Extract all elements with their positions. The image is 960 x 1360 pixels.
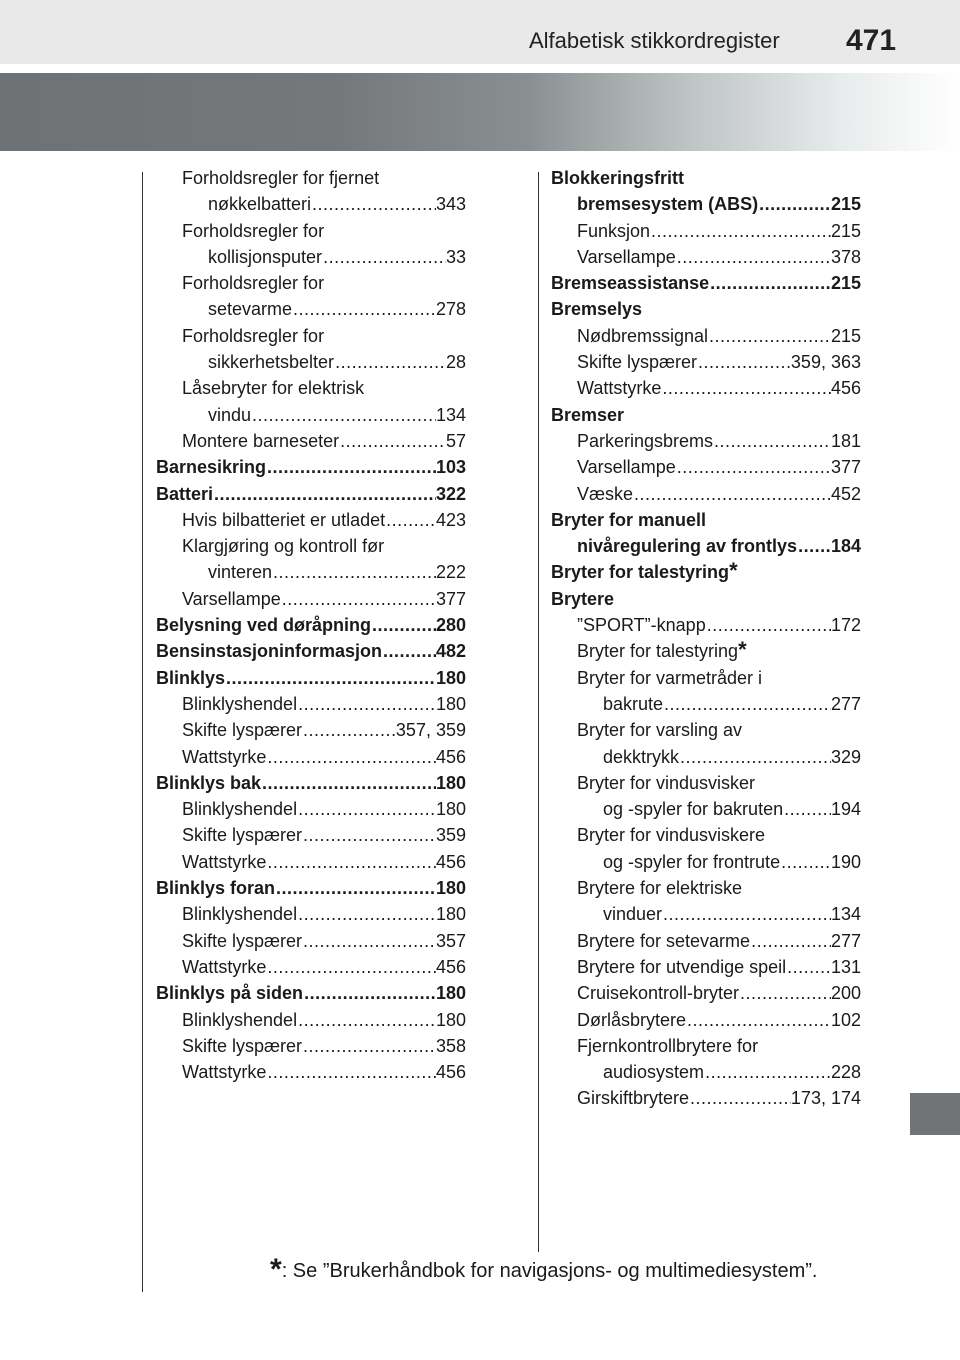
index-entry-page: 180 (435, 799, 466, 820)
index-entry-text: bakrute (603, 693, 664, 714)
index-entry-text: Bryter for vindusviskere (577, 825, 766, 846)
dot-leader (297, 799, 436, 820)
index-entry (551, 825, 861, 878)
header-title: Alfabetisk stikkordregister (529, 28, 780, 53)
index-entry (551, 720, 861, 773)
index-entry-text: Montere barneseter (182, 430, 340, 451)
section-tab (910, 1093, 960, 1135)
index-entry-text: kollisjonsputer (208, 246, 323, 267)
dot-leader (739, 983, 831, 1004)
index-entry-text: Blinklys på siden (156, 983, 304, 1004)
index-entry-page: 357 (435, 930, 466, 951)
index-entry-text: bremsesystem (ABS) (577, 194, 759, 215)
index-entry-text: Cruisekontroll-bryter (577, 983, 740, 1004)
index-entry-text: nivåregulering av frontlys (577, 536, 798, 557)
index-entry-text: Wattstyrke (182, 851, 267, 872)
dot-leader (758, 194, 831, 215)
index-entry (551, 326, 861, 352)
index-entry-page: 190 (830, 851, 861, 872)
index-entry-page: 180 (435, 878, 466, 899)
index-entry-page: 181 (830, 430, 861, 451)
dot-leader (302, 825, 436, 846)
index-entry-text: ”SPORT”-knapp (577, 615, 706, 636)
index-entry (156, 378, 466, 431)
index-entry-page: 452 (830, 483, 861, 504)
dot-leader (797, 536, 831, 557)
index-entry (551, 273, 861, 299)
dot-leader (697, 352, 791, 373)
index-entry-page: 378 (830, 246, 861, 267)
left-margin-rule (142, 172, 143, 1292)
index-entry-text: Varsellampe (577, 246, 676, 267)
dot-leader (663, 694, 831, 715)
index-entry-text: Blinklyshendel (182, 904, 298, 925)
index-entry (551, 510, 861, 563)
index-entry-page: 456 (435, 746, 466, 767)
index-entry (156, 484, 466, 510)
index-entry-text: Parkeringsbrems (577, 430, 714, 451)
index-entry-page: 173, 174 (790, 1088, 861, 1109)
index-entry (551, 247, 861, 273)
index-entry-text: Bremser (551, 404, 625, 425)
index-entry (156, 852, 466, 878)
dot-leader (385, 510, 436, 531)
index-entry (156, 1062, 466, 1088)
index-entry-page: 180 (435, 772, 466, 793)
index-entry-page: 180 (435, 983, 466, 1004)
index-entry (156, 641, 466, 667)
index-entry-page: 194 (830, 799, 861, 820)
dot-leader (661, 378, 831, 399)
index-entry (551, 931, 861, 957)
index-entry-text: Bryter for varsling av (577, 720, 743, 741)
dot-leader (334, 352, 446, 373)
index-column-left (156, 168, 466, 1088)
index-entry-text: Brytere for utvendige speil (577, 956, 787, 977)
index-entry-text: Bryter for manuell (551, 509, 707, 530)
index-entry-text: Forholdsregler for (182, 220, 325, 241)
index-entry (156, 431, 466, 457)
dot-leader (322, 247, 446, 268)
dot-leader (633, 484, 831, 505)
index-entry (551, 1010, 861, 1036)
index-entry-page: 103 (435, 457, 466, 478)
index-entry (156, 773, 466, 799)
index-entry-page: 134 (435, 404, 466, 425)
dot-leader (689, 1088, 791, 1109)
dot-leader (339, 431, 446, 452)
index-entry (551, 957, 861, 983)
index-entry (156, 747, 466, 773)
index-entry (551, 773, 861, 826)
index-entry-text: Wattstyrke (577, 378, 662, 399)
index-entry-page: 377 (830, 457, 861, 478)
index-entry (551, 378, 861, 404)
index-entry-page: 278 (435, 299, 466, 320)
index-entry-text: Bremselys (551, 299, 643, 320)
index-entry-text: Forholdsregler for (182, 325, 325, 346)
index-entry-text: Blinklyshendel (182, 1009, 298, 1030)
index-entry (156, 168, 466, 221)
index-entry-page: 215 (830, 325, 861, 346)
dot-leader (266, 957, 436, 978)
index-entry-page: 359, 363 (790, 352, 861, 373)
index-column-right (551, 168, 861, 1115)
index-entry (156, 694, 466, 720)
footnote-star: * (270, 1253, 282, 1286)
index-entry-page: 359 (435, 825, 466, 846)
index-entry (551, 983, 861, 1009)
dot-leader (676, 457, 831, 478)
index-entry-page: 215 (830, 194, 861, 215)
index-entry (156, 825, 466, 851)
index-entry (156, 983, 466, 1009)
index-entry-page: 423 (435, 509, 466, 530)
index-entry-text: Wattstyrke (182, 956, 267, 977)
index-entry-text: Skifte lyspærer (182, 930, 303, 951)
index-entry-text: Blinklys (156, 667, 226, 688)
dot-leader (311, 194, 436, 215)
index-entry-page: 134 (830, 904, 861, 925)
dot-leader (662, 904, 831, 925)
index-entry-text: vindu (208, 404, 252, 425)
dot-leader (302, 720, 396, 741)
index-entry (156, 904, 466, 930)
index-entry (551, 352, 861, 378)
index-entry (551, 484, 861, 510)
index-entry-text: Bryter for talestyring (577, 641, 739, 662)
index-entry-text: Skifte lyspærer (577, 352, 698, 373)
dot-leader (297, 1010, 436, 1031)
index-entry-text: Blinklys bak (156, 772, 262, 793)
index-entry-page: 222 (435, 562, 466, 583)
index-entry-text: og -spyler for bakruten (603, 799, 784, 820)
index-entry (156, 221, 466, 274)
index-entry-page: 280 (435, 615, 466, 636)
index-entry-text: Girskiftbrytere (577, 1088, 690, 1109)
index-entry-page: 180 (435, 904, 466, 925)
index-entry-text: Skifte lyspærer (182, 825, 303, 846)
index-entry-page: 180 (435, 693, 466, 714)
index-entry-text: Hvis bilbatteriet er utladet (182, 509, 386, 530)
dot-leader (302, 1036, 436, 1057)
index-entry-page: 180 (435, 1009, 466, 1030)
index-entry-page: 343 (435, 194, 466, 215)
index-entry (156, 536, 466, 589)
index-entry-page: 57 (445, 430, 466, 451)
index-entry-text: Wattstyrke (182, 746, 267, 767)
index-entry-text: Brytere for setevarme (577, 930, 751, 951)
index-entry (156, 720, 466, 746)
dot-leader (302, 931, 436, 952)
index-entry (156, 957, 466, 983)
index-entry (156, 457, 466, 483)
index-entry-text: Forholdsregler for (182, 273, 325, 294)
index-entry-text: Bryter for talestyring (551, 562, 730, 583)
index-entry-page: 184 (830, 536, 861, 557)
index-entry-text: Dørlåsbrytere (577, 1009, 687, 1030)
dot-leader (686, 1010, 831, 1031)
dot-leader (303, 983, 436, 1004)
footnote-text: : Se ”Brukerhåndbok for navigasjons- og multimediesystem”. (281, 1260, 818, 1282)
index-entry (551, 168, 861, 221)
dot-leader (266, 747, 436, 768)
index-entry-text: audiosystem (603, 1062, 705, 1083)
index-entry-page: 456 (435, 956, 466, 977)
index-entry (156, 589, 466, 615)
index-entry-text: Blokkeringsfritt (551, 168, 685, 188)
dot-leader (272, 562, 436, 583)
dot-leader (676, 247, 831, 268)
footnote (270, 1253, 817, 1287)
index-entry-page: 322 (435, 483, 466, 504)
dot-leader (786, 957, 831, 978)
dot-leader (783, 799, 831, 820)
index-entry (551, 615, 861, 641)
dot-leader (713, 431, 831, 452)
index-entry-text: Batteri (156, 483, 214, 504)
index-entry-text: Brytere (551, 588, 615, 609)
index-entry (156, 668, 466, 694)
index-entry (156, 878, 466, 904)
index-entry-text: Bryter for varmetråder i (577, 667, 763, 688)
index-entry-page: 102 (830, 1009, 861, 1030)
index-entry-text: Funksjon (577, 220, 651, 241)
index-entry (156, 273, 466, 326)
index-entry-text: Skifte lyspærer (182, 720, 303, 741)
index-entry (551, 431, 861, 457)
index-entry-text: Wattstyrke (182, 1062, 267, 1083)
dot-leader (213, 484, 436, 505)
index-entry (551, 299, 861, 325)
index-entry (551, 589, 861, 615)
index-entry-page: 456 (435, 851, 466, 872)
index-entry-page: 172 (830, 615, 861, 636)
index-entry (156, 326, 466, 379)
index-entry (551, 405, 861, 431)
dot-leader (750, 931, 831, 952)
index-entry-page: 357, 359 (395, 720, 466, 741)
index-entry (551, 1088, 861, 1114)
index-entry-page: 28 (445, 352, 466, 373)
index-entry (156, 1036, 466, 1062)
dot-leader (261, 773, 436, 794)
dot-leader (679, 747, 831, 768)
header-bar (0, 0, 960, 64)
index-entry (156, 931, 466, 957)
index-entry-text: Bryter for vindusvisker (577, 772, 756, 793)
dot-leader (225, 668, 436, 689)
index-entry: Bryter for talestyring * (551, 562, 738, 584)
index-entry-page: 200 (830, 983, 861, 1004)
index-entry-page: 131 (830, 956, 861, 977)
index-entry-text: Blinklys foran (156, 878, 276, 899)
index-entry-text: vinteren (208, 562, 273, 583)
index-entry-text: Bremseassistanse (551, 273, 710, 294)
index-entry-text: Forholdsregler for fjernet (182, 168, 380, 188)
index-entry-page: 215 (830, 220, 861, 241)
index-entry-text: Væske (577, 483, 634, 504)
index-entry-page: 482 (435, 641, 466, 662)
dot-leader (292, 299, 436, 320)
index-entry-text: og -spyler for frontrute (603, 851, 781, 872)
dot-leader (297, 904, 436, 925)
dot-leader (251, 405, 436, 426)
dot-leader (266, 852, 436, 873)
index-entry-page: 277 (830, 693, 861, 714)
dot-leader (382, 641, 436, 662)
index-entry-text: Varsellampe (577, 457, 676, 478)
index-entry-text: Nødbremssignal (577, 325, 709, 346)
index-entry-text: Fjernkontrollbrytere for (577, 1035, 759, 1056)
dot-leader (275, 878, 436, 899)
index-entry-text: Blinklyshendel (182, 693, 298, 714)
index-entry-text: vinduer (603, 904, 663, 925)
dot-leader (708, 326, 831, 347)
index-entry-text: Låsebryter for elektrisk (182, 378, 365, 399)
index-entry-page: 215 (830, 273, 861, 294)
index-entry-text: Blinklyshendel (182, 799, 298, 820)
index-entry-text: setevarme (208, 299, 293, 320)
index-entry-text: Skifte lyspærer (182, 1035, 303, 1056)
index-entry-text: Belysning ved døråpning (156, 615, 372, 636)
index-entry-page: 377 (435, 588, 466, 609)
index-entry (551, 1036, 861, 1089)
index-entry-page: 277 (830, 930, 861, 951)
index-entry-text: Brytere for elektriske (577, 878, 743, 899)
index-entry (551, 221, 861, 247)
index-entry (551, 457, 861, 483)
dot-leader (266, 1062, 436, 1083)
index-entry (156, 615, 466, 641)
index-entry-page: 33 (445, 246, 466, 267)
index-entry-page: 456 (435, 1062, 466, 1083)
dot-leader (281, 589, 436, 610)
index-entry-page: 329 (830, 746, 861, 767)
index-entry (156, 799, 466, 825)
index-entry (551, 668, 861, 721)
index-entry-page: 228 (830, 1062, 861, 1083)
index-entry-text: Varsellampe (182, 588, 281, 609)
index-entry-page: 456 (830, 378, 861, 399)
page-number: 471 (846, 24, 897, 57)
index-entry-page: 358 (435, 1035, 466, 1056)
index-entry (156, 510, 466, 536)
index-entry-text: sikkerhetsbelter (208, 352, 335, 373)
index-entry-text: Klargjøring og kontroll før (182, 536, 385, 557)
index-entry-text: dekktrykk (603, 746, 680, 767)
dot-leader (709, 273, 831, 294)
index-entry (551, 878, 861, 931)
dot-leader (780, 852, 831, 873)
dot-leader (266, 457, 436, 478)
dot-leader (650, 221, 831, 242)
dot-leader (371, 615, 436, 636)
index-entry-text: Barnesikring (156, 457, 267, 478)
index-entry (156, 1010, 466, 1036)
dot-leader (297, 694, 436, 715)
index-entry: Bryter for talestyring * (577, 641, 747, 663)
index-entry-page: 180 (435, 667, 466, 688)
header-gradient-band (0, 73, 960, 151)
index-entry-text: nøkkelbatteri (208, 194, 312, 215)
dot-leader (706, 615, 831, 636)
dot-leader (704, 1062, 831, 1083)
column-divider (538, 172, 539, 1252)
index-entry-text: Bensinstasjoninformasjon (156, 641, 383, 662)
